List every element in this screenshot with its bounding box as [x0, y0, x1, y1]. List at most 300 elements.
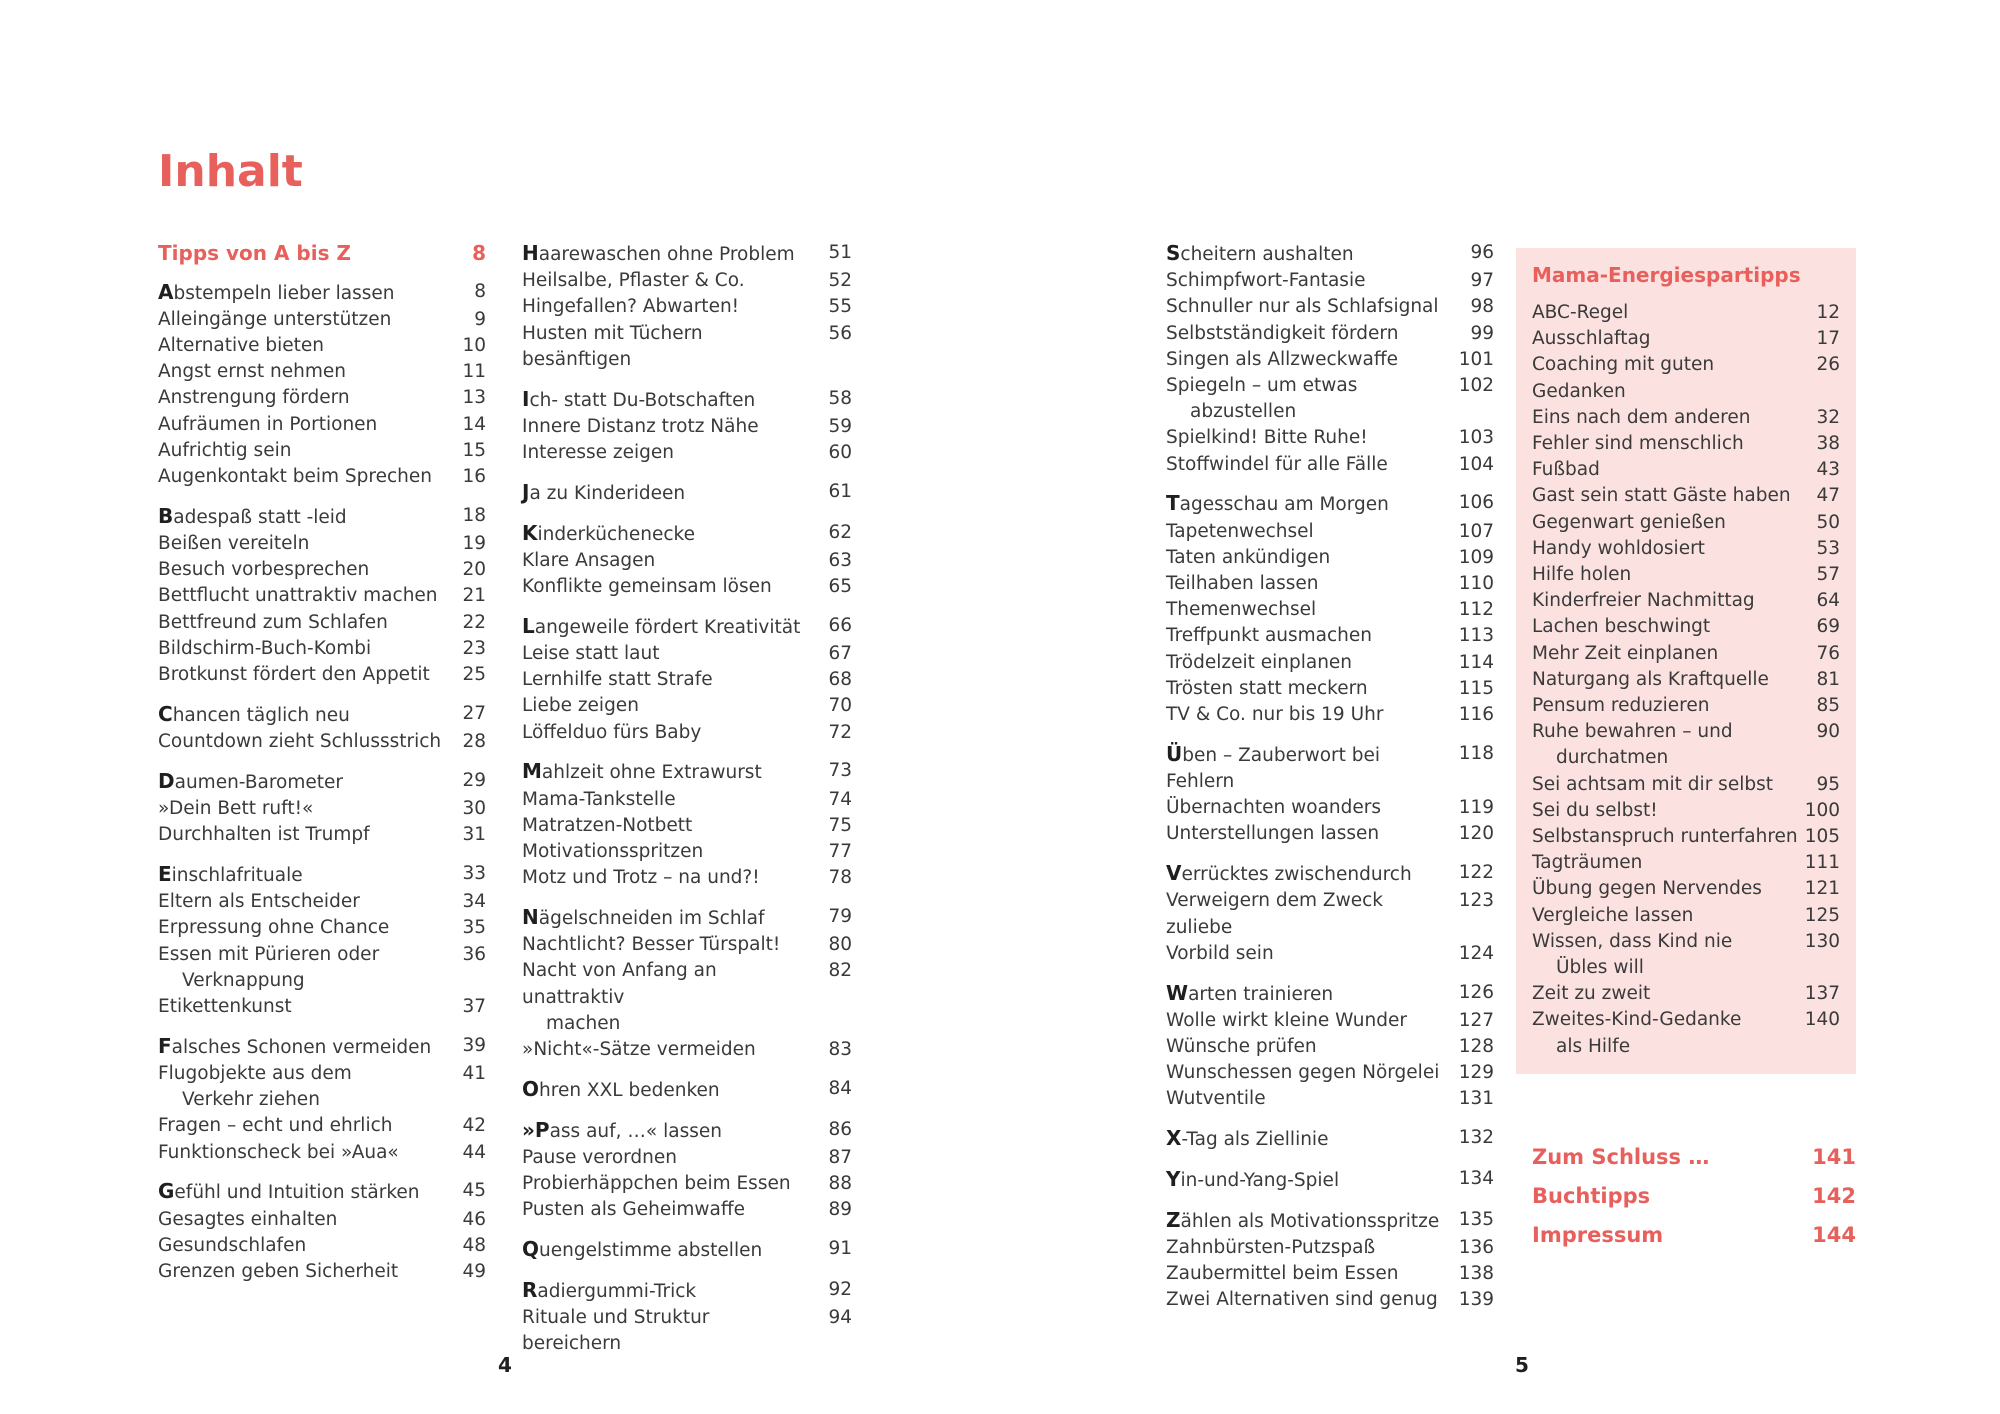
toc-entry-text: Flugobjekte aus dem Verkehr ziehen	[158, 1063, 446, 1113]
toc-entry-initial: »P	[522, 1117, 550, 1142]
toc-entry	[522, 613, 852, 641]
toc-entry-text: »Nicht«-Sätze vermeiden	[522, 1039, 756, 1061]
toc-entry-title	[522, 268, 818, 294]
toc-entry-initial: R	[522, 1277, 538, 1302]
toc-entry-continuation: abzustellen	[1190, 401, 1297, 423]
sidebar-entry-title: Vergleiche lassen	[1532, 904, 1694, 926]
toc-entry	[522, 839, 852, 865]
toc-entry-text: Rituale und Struktur bereichern	[522, 1307, 710, 1355]
toc-entry-text: a zu Kinderideen	[529, 482, 686, 504]
toc-entry-initial: N	[522, 905, 539, 930]
sidebar-entry	[1532, 824, 1840, 850]
toc-entry-text: Bildschirm-Buch-Kombi	[158, 637, 372, 659]
toc-entry-text: Zaubermittel beim Essen	[1166, 1263, 1399, 1285]
sidebar-entry-page: 57	[1816, 564, 1840, 586]
toc-entry	[1166, 1166, 1494, 1194]
toc-entry-page: 104	[1458, 453, 1494, 475]
sidebar-entry-page: 140	[1804, 1009, 1840, 1031]
toc-entry-title	[522, 839, 818, 865]
toc-entry-continuation: Verknappung	[182, 969, 305, 991]
toc-entry-title	[1166, 821, 1459, 847]
toc-entry	[522, 574, 852, 600]
toc-entry-page: 129	[1458, 1062, 1494, 1084]
toc-column-1	[158, 240, 486, 1298]
toc-entry-initial: O	[522, 1076, 540, 1101]
sidebar-entry-title: Handy wohldosiert	[1532, 537, 1705, 559]
toc-entry-title	[158, 1233, 452, 1259]
sidebar-entry-page: 81	[1816, 668, 1840, 690]
sidebar-entry	[1532, 483, 1840, 509]
sidebar-entry-title: Ausschlaftag	[1532, 328, 1651, 350]
toc-entry-initial: G	[158, 1179, 175, 1204]
toc-entry-title	[1166, 1287, 1459, 1313]
toc-entry-text: hren XXL bedenken	[539, 1079, 720, 1101]
toc-entry-text: Wünsche prüfen	[1166, 1036, 1317, 1058]
toc-entry-page: 114	[1458, 651, 1494, 673]
toc-entry-text: Motz und Trotz – na und?!	[522, 867, 760, 889]
toc-entry-title	[1166, 1125, 1459, 1153]
sidebar-entry-page: 17	[1816, 328, 1840, 350]
toc-entry-page: 98	[1470, 296, 1494, 318]
toc-entry-title	[158, 412, 452, 438]
section-header-label: Tipps von A bis Z	[158, 241, 351, 265]
toc-entry-continuation: machen	[546, 1012, 621, 1034]
toc-entry-page: 45	[462, 1180, 486, 1202]
toc-entry-page: 20	[462, 559, 486, 581]
toc-entry-text: »Dein Bett ruft!«	[158, 798, 314, 820]
toc-entry	[158, 942, 486, 994]
toc-letter-group	[522, 240, 852, 373]
toc-entry-page: 46	[462, 1208, 486, 1230]
toc-entry	[522, 440, 852, 466]
toc-entry-text: Liebe zeigen	[522, 695, 639, 717]
toc-entry	[158, 1233, 486, 1259]
sidebar-entry	[1532, 667, 1840, 693]
toc-entry-initial: Y	[1166, 1167, 1181, 1192]
toc-entry-page: 66	[828, 614, 852, 636]
sidebar-entry-title: ABC-Regel	[1532, 302, 1629, 323]
toc-entry-initial: J	[522, 479, 530, 504]
toc-entry-text: ägelschneiden im Schlaf	[538, 908, 765, 930]
toc-entry-page: 74	[828, 788, 852, 810]
sidebar-entry-title: Gegenwart genießen	[1532, 511, 1726, 533]
toc-entry-title	[1166, 1261, 1459, 1287]
toc-entry-title	[1166, 941, 1459, 967]
toc-entry-page: 116	[1458, 704, 1494, 726]
toc-entry	[522, 1236, 852, 1264]
toc-entry	[1166, 519, 1494, 545]
toc-entry	[158, 583, 486, 609]
toc-letter-group	[158, 503, 486, 688]
toc-entry-page: 120	[1458, 823, 1494, 845]
toc-letter-group	[1166, 240, 1494, 478]
toc-entry-title	[1166, 519, 1459, 545]
toc-entry	[522, 958, 852, 1037]
toc-entry-page: 44	[462, 1141, 486, 1163]
page-number-right: 5	[1515, 1353, 1529, 1377]
sidebar-entry-page: 32	[1816, 406, 1840, 428]
toc-entry-text: Tapetenwechsel	[1166, 520, 1314, 542]
sidebar-entry-title: Eins nach dem anderen	[1532, 406, 1751, 428]
toc-entry	[158, 636, 486, 662]
toc-entry	[158, 438, 486, 464]
toc-entry-title	[158, 307, 452, 333]
toc-entry	[522, 520, 852, 548]
toc-entry-page: 127	[1458, 1009, 1494, 1031]
toc-entry	[158, 531, 486, 557]
toc-entry-page: 82	[828, 960, 852, 982]
toc-entry-title	[522, 1197, 818, 1223]
toc-entry-title	[158, 1113, 452, 1139]
toc-letter-group	[522, 904, 852, 1063]
toc-entry-text: inschlafrituale	[171, 865, 303, 887]
toc-entry-title	[522, 904, 818, 932]
toc-letter-group	[1166, 490, 1494, 728]
toc-entry-page: 33	[462, 863, 486, 885]
sidebar-entry-title: Kinderfreier Nachmittag	[1532, 590, 1755, 612]
toc-entry-page: 59	[828, 415, 852, 437]
toc-entry-title	[1166, 347, 1459, 373]
toc-entry	[522, 268, 852, 294]
toc-entry-initial: T	[1166, 491, 1180, 516]
toc-entry-page: 31	[462, 824, 486, 846]
toc-entry-page: 39	[462, 1034, 486, 1056]
toc-letter-group	[522, 1076, 852, 1104]
toc-letter-group	[158, 1178, 486, 1285]
toc-entry-title	[1166, 650, 1459, 676]
sidebar-entry-title: Zeit zu zweit	[1532, 983, 1651, 1005]
toc-entry	[158, 822, 486, 848]
closing-entry-page: 144	[1812, 1223, 1856, 1247]
toc-entry-text: Alternative bieten	[158, 335, 325, 356]
toc-entry	[158, 385, 486, 411]
toc-entry-page: 88	[828, 1173, 852, 1195]
toc-entry	[1166, 1235, 1494, 1261]
sidebar-entry-title: Fehler sind menschlich	[1532, 433, 1744, 455]
toc-entry-title	[522, 1277, 818, 1305]
toc-entry	[158, 796, 486, 822]
toc-entry	[522, 787, 852, 813]
toc-entry	[522, 720, 852, 746]
sidebar-entry-title: Hilfe holen	[1532, 564, 1632, 586]
toc-entry-title	[522, 693, 818, 719]
toc-entry-page: 79	[828, 906, 852, 928]
toc-entry-page: 75	[828, 814, 852, 836]
closing-entry-title: Zum Schluss …	[1532, 1145, 1710, 1169]
toc-entry-title	[1166, 294, 1460, 320]
toc-entry-title	[522, 1037, 818, 1063]
toc-letter-group	[522, 1277, 852, 1358]
toc-entry-initial: L	[522, 613, 535, 638]
toc-entry-text: Trödelzeit einplanen	[1166, 651, 1353, 673]
toc-entry-text: Wunschessen gegen Nörgelei	[1166, 1062, 1440, 1084]
toc-entry-page: 77	[828, 841, 852, 863]
toc-entry-initial: Q	[522, 1237, 540, 1262]
toc-entry-text: Hingefallen? Abwarten!	[522, 296, 740, 318]
toc-entry-page: 128	[1458, 1036, 1494, 1058]
toc-entry	[1166, 650, 1494, 676]
toc-entry	[522, 386, 852, 414]
toc-entry	[1166, 597, 1494, 623]
toc-entry-title	[1166, 571, 1459, 597]
toc-entry-title	[1166, 702, 1459, 728]
toc-entry-text: Probierhäppchen beim Essen	[522, 1173, 791, 1195]
toc-letter-group	[522, 758, 852, 891]
toc-entry	[158, 464, 486, 490]
closing-entry	[1532, 1183, 1856, 1209]
toc-entry-title	[158, 1140, 452, 1166]
toc-entry	[1166, 490, 1494, 518]
toc-entry-page: 58	[828, 387, 852, 409]
sidebar-entry-page: 64	[1816, 590, 1840, 612]
toc-entry-title	[158, 636, 452, 662]
toc-entry-title	[158, 1207, 452, 1233]
toc-entry-title	[158, 861, 452, 889]
toc-entry	[1166, 425, 1494, 451]
toc-entry-title	[522, 813, 818, 839]
toc-entry-text: Gesundschlafen	[158, 1234, 307, 1256]
toc-entry	[522, 1037, 852, 1063]
toc-entry-title	[1166, 676, 1459, 702]
sidebar-entry	[1532, 693, 1840, 719]
toc-entry-title	[158, 1033, 452, 1061]
sidebar-entry-title: Sei du selbst!	[1532, 799, 1658, 821]
toc-entry-page: 27	[462, 702, 486, 724]
toc-entry-text: Stoffwindel für alle Fälle	[1166, 453, 1388, 475]
toc-entry-page: 119	[1458, 797, 1494, 819]
toc-entry-page: 92	[828, 1278, 852, 1300]
toc-letter-group	[158, 1033, 486, 1166]
toc-entry-page: 135	[1458, 1208, 1494, 1230]
toc-entry-initial: D	[158, 768, 175, 793]
toc-entry-continuation: Verkehr ziehen	[182, 1089, 320, 1111]
sidebar-entry-page: 12	[1816, 302, 1840, 323]
toc-entry-page: 29	[462, 769, 486, 791]
toc-entry	[522, 321, 852, 373]
toc-entry-title	[1166, 1060, 1459, 1086]
toc-entry-text: Vorbild sein	[1166, 942, 1274, 964]
sidebar-entry-page: 121	[1804, 878, 1840, 900]
toc-entry-title	[158, 915, 452, 941]
sidebar-entry-page: 76	[1816, 642, 1840, 664]
toc-entry-page: 139	[1458, 1289, 1494, 1311]
closing-entry	[1532, 1222, 1856, 1248]
toc-entry-title	[522, 574, 818, 600]
toc-entry-page: 22	[462, 611, 486, 633]
toc-entry-text: Schnuller nur als Schlafsignal	[1166, 296, 1439, 318]
toc-entry-page: 61	[828, 480, 852, 502]
toc-entry-text: Essen mit Pürieren oder Verknappung	[158, 944, 446, 994]
toc-entry-text: cheitern aushalten	[1180, 244, 1354, 265]
toc-entry-title	[158, 503, 452, 531]
toc-entry-page: 65	[828, 576, 852, 598]
sidebar-entry	[1532, 536, 1840, 562]
section-header-page: 8	[472, 241, 486, 265]
toc-entry-page: 107	[1458, 520, 1494, 542]
toc-entry-text: Spielkind! Bitte Ruhe!	[1166, 427, 1368, 449]
toc-entry-text: Teilhaben lassen	[1166, 573, 1319, 595]
toc-entry-initial: F	[158, 1033, 172, 1058]
toc-entry-initial: E	[158, 862, 172, 887]
toc-entry-title	[158, 438, 452, 464]
toc-entry-text: Pusten als Geheimwaffe	[522, 1199, 746, 1221]
sidebar-entry	[1532, 614, 1840, 640]
sidebar-entry-page: 43	[1816, 459, 1840, 481]
toc-entry-page: 109	[1458, 546, 1494, 568]
toc-letter-group	[522, 613, 852, 746]
sidebar-entry-title: Lachen beschwingt	[1532, 616, 1711, 638]
toc-entry-text: Erpressung ohne Chance	[158, 917, 390, 939]
toc-entry	[1166, 888, 1494, 940]
section-header	[158, 240, 486, 266]
toc-entry-text: Spiegeln – um etwas abzustellen	[1166, 375, 1453, 425]
toc-entry-title	[1166, 860, 1459, 888]
toc-entry-page: 89	[828, 1199, 852, 1221]
toc-entry-initial: V	[1166, 861, 1182, 886]
toc-entry-title	[158, 464, 452, 490]
toc-entry-text: Eltern als Entscheider	[158, 891, 360, 913]
toc-entry-page: 96	[1470, 242, 1494, 263]
toc-entry-title	[522, 479, 818, 507]
toc-entry	[1166, 1060, 1494, 1086]
sidebar-entry	[1532, 850, 1840, 876]
toc-entry-title	[522, 321, 818, 373]
toc-entry-title	[158, 662, 452, 688]
toc-entry-page: 70	[828, 695, 852, 717]
toc-letter-group	[522, 1236, 852, 1264]
toc-entry-page: 14	[462, 413, 486, 435]
toc-entry-title	[1166, 268, 1460, 294]
toc-letter-group	[1166, 1207, 1494, 1314]
toc-entry-page: 106	[1458, 492, 1494, 514]
toc-entry-page: 136	[1458, 1237, 1494, 1259]
sidebar-box	[1516, 248, 1856, 1074]
closing-entry	[1532, 1144, 1856, 1170]
toc-entry	[158, 1061, 486, 1113]
sidebar-entry-title: Naturgang als Kraftquelle	[1532, 668, 1769, 690]
toc-entry-page: 30	[462, 798, 486, 820]
toc-letter-group	[522, 1117, 852, 1224]
sidebar-entry	[1532, 457, 1840, 483]
toc-entry-text: hancen täglich neu	[172, 704, 350, 726]
sidebar-entry	[1532, 929, 1840, 981]
toc-entry-page: 9	[474, 308, 486, 330]
toc-entry-text: -Tag als Ziellinie	[1181, 1129, 1329, 1151]
toc-entry-text: Angst ernst nehmen	[158, 361, 347, 383]
toc-entry-title	[1166, 1207, 1459, 1235]
toc-entry-title	[158, 822, 452, 848]
toc-entry-text: aumen-Barometer	[174, 771, 344, 793]
toc-entry-text: Matratzen-Notbett	[522, 814, 693, 836]
toc-entry-title	[158, 610, 452, 636]
toc-entry-text: Verweigern dem Zweck zuliebe	[1166, 890, 1383, 938]
sidebar-entry-title: Ruhe bewahren – und durchatmen	[1532, 719, 1806, 771]
toc-entry-title	[1166, 888, 1459, 940]
toc-entry	[522, 758, 852, 786]
sidebar-entry	[1532, 903, 1840, 929]
toc-entry-text: in-und-Yang-Spiel	[1180, 1170, 1340, 1192]
toc-entry-page: 124	[1458, 942, 1494, 964]
toc-entry	[522, 1171, 852, 1197]
toc-entry-title	[158, 796, 452, 822]
toc-entry	[522, 865, 852, 891]
toc-entry-text: Leise statt laut	[522, 643, 660, 665]
toc-entry-title	[1166, 545, 1459, 571]
toc-entry-continuation: als Hilfe	[1556, 1035, 1631, 1057]
toc-entry-initial: W	[1166, 980, 1189, 1005]
toc-entry-page: 25	[462, 664, 486, 686]
toc-entry-page: 80	[828, 934, 852, 956]
toc-entry-text: Interesse zeigen	[522, 442, 675, 464]
toc-entry-text: Konflikte gemeinsam lösen	[522, 576, 772, 598]
toc-entry-initial: X	[1166, 1126, 1182, 1151]
sidebar-entry-page: 100	[1804, 799, 1840, 821]
toc-entry-text: Countdown zieht Schlussstrich	[158, 731, 442, 753]
toc-entry	[522, 1117, 852, 1145]
toc-entry-text: Mama-Tankstelle	[522, 788, 676, 810]
toc-entry-title	[1166, 1086, 1459, 1112]
toc-entry	[1166, 1008, 1494, 1034]
toc-entry	[522, 414, 852, 440]
toc-entry-text: Durchhalten ist Trumpf	[158, 824, 370, 846]
toc-entry-title	[158, 385, 452, 411]
toc-entry-text: Heilsalbe, Pflaster & Co.	[522, 270, 745, 292]
toc-entry-page: 21	[462, 585, 486, 607]
toc-entry-text: Fragen – echt und ehrlich	[158, 1115, 393, 1137]
toc-entry-page: 122	[1458, 862, 1494, 884]
toc-entry-page: 86	[828, 1118, 852, 1140]
sidebar-entry-title: Tagträumen	[1532, 852, 1643, 874]
sidebar-entry	[1532, 1007, 1840, 1059]
toc-entry-page: 28	[462, 731, 486, 753]
toc-entry-text: Übernachten woanders	[1166, 797, 1382, 819]
toc-entry	[1166, 321, 1494, 347]
toc-letter-group	[1166, 1125, 1494, 1153]
toc-entry-text: Zwei Alternativen sind genug	[1166, 1289, 1438, 1311]
toc-entry-title	[158, 333, 452, 359]
toc-entry-page: 126	[1458, 981, 1494, 1003]
toc-entry-title	[158, 531, 452, 557]
toc-entry-page: 18	[462, 504, 486, 526]
toc-entry	[158, 1178, 486, 1206]
toc-entry	[158, 861, 486, 889]
toc-entry-title	[522, 240, 818, 268]
toc-entry	[158, 412, 486, 438]
toc-letter-group	[522, 386, 852, 467]
toc-entry-page: 41	[462, 1063, 486, 1085]
toc-entry-title	[1166, 452, 1459, 478]
toc-entry-page: 118	[1458, 742, 1494, 764]
toc-entry	[522, 1277, 852, 1305]
toc-entry	[158, 1140, 486, 1166]
sidebar-entry-page: 38	[1816, 433, 1840, 455]
toc-entry-title	[522, 440, 818, 466]
toc-entry	[1166, 676, 1494, 702]
toc-entry-page: 112	[1458, 599, 1494, 621]
toc-entry-page: 34	[462, 891, 486, 913]
sidebar-entry	[1532, 510, 1840, 536]
toc-entry-page: 101	[1458, 348, 1494, 370]
toc-entry-text: angeweile fördert Kreativität	[534, 616, 801, 638]
toc-entry	[522, 693, 852, 719]
toc-entry-text: Selbstständigkeit fördern	[1166, 322, 1399, 344]
toc-entry-initial: I	[522, 386, 530, 411]
toc-letter-group	[158, 768, 486, 849]
toc-entry-title	[158, 279, 452, 307]
toc-entry-page: 55	[828, 296, 852, 318]
toc-entry-page: 102	[1458, 375, 1494, 397]
sidebar-entry	[1532, 352, 1840, 404]
